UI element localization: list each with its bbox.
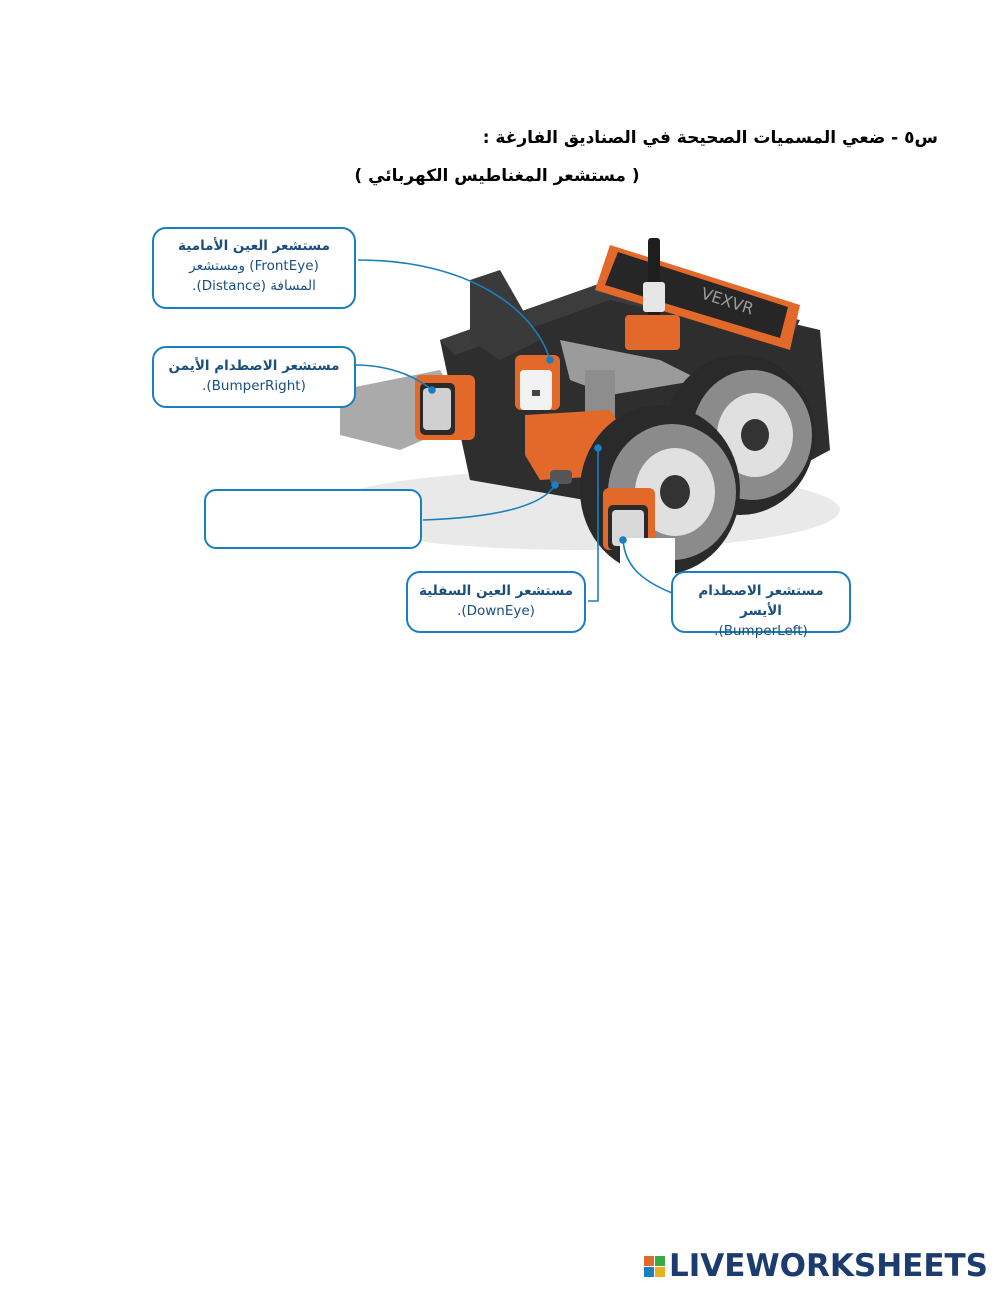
callout-bumper-right-line2: (BumperRight). <box>202 378 306 394</box>
callout-front-eye-line2: (FrontEye) ومستشعر <box>189 258 319 274</box>
hint-label: ( مستشعر المغناطيس الكهربائي ) <box>354 166 640 186</box>
callout-bumper-right <box>152 346 356 408</box>
callout-front-eye-title: مستشعر العين الأمامية <box>178 238 330 254</box>
callout-bumper-left-title: مستشعر الاصطدام الأيسر <box>698 583 824 619</box>
answer-input-box[interactable] <box>204 489 422 549</box>
callout-bumper-left-line2: (BumperLeft). <box>714 623 808 639</box>
front-eye-sensor <box>515 355 560 410</box>
callout-front-eye-line3: المسافة (Distance). <box>192 278 316 294</box>
robot-logo-text: VEXVR <box>698 283 757 319</box>
hint-text <box>0 166 1000 186</box>
callout-down-eye-title: مستشعر العين السفلية <box>418 583 574 599</box>
callout-down-eye-line2: (DownEye). <box>457 603 535 619</box>
liveworksheets-icon <box>644 1256 665 1277</box>
callout-bumper-left <box>671 571 851 639</box>
brand-text: LIVEWORKSHEETS <box>669 1248 988 1284</box>
callout-front-eye <box>152 227 356 309</box>
question-text: س٥ - ضعي المسميات الصحيحة في الصناديق الفارغة : <box>482 128 938 148</box>
callout-down-eye <box>406 571 586 633</box>
callout-bumper-right-title: مستشعر الاصطدام الأيمن <box>168 358 340 374</box>
liveworksheets-logo <box>644 1248 988 1284</box>
